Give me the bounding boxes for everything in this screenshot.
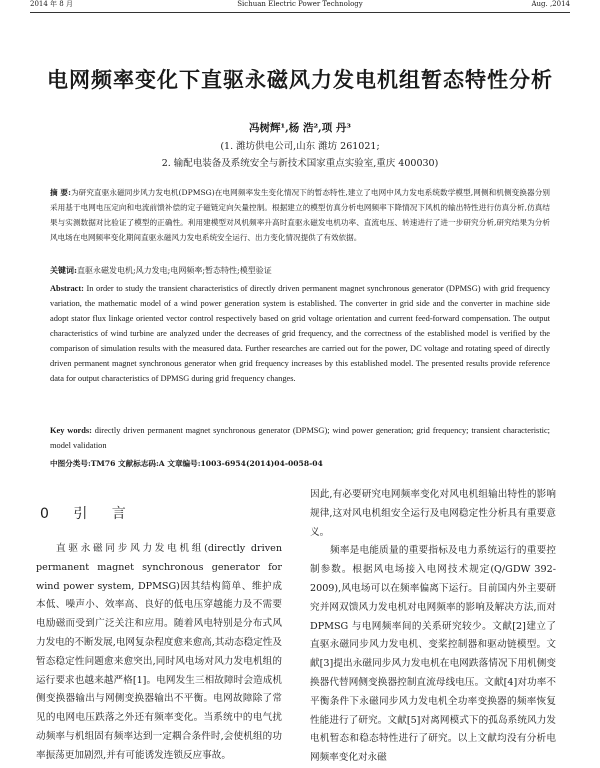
running-header <box>30 0 570 13</box>
abstract-en <box>50 281 550 386</box>
body-paragraph: 频率是电能质量的重要指标及电力系统运行的重要控制参数。根据风电场接入电网技术规定(Q/GDW 392-2009),风电场可以在频率偏离下运行。目前国内外主要研究并网双馈风力发电机对电网频率的影响及解决方法,而对 DPMSG 与电网频率间的关系研究较少。文献[2]建立了直驱永磁同步风力发电机、变桨控制器和驱动链模型。文献[3]提出永磁同步风力发电机在电网跌落情况下用机侧变换器代替网侧变换器控制直流母线电压。文献[4]对功率不平衡条件下永磁同步风力发电机全功率变换器的频率恢复性能进行了研究。文献[5]对离网模式下的孤岛系统风力发电机暂态和稳态特性进行了研究。以上文献均没有分析电网频率变化对永磁 <box>310 545 556 764</box>
header-journal: Sichuan Electric Power Technology <box>237 0 363 8</box>
body-paragraph: 因此,有必要研究电网频率变化对风电机组输出特性的影响规律,这对风电机组安全运行及电网稳定性分析具有重要意义。 <box>310 489 556 538</box>
paper-title: 电网频率变化下直驱永磁风力发电机组暂态特性分析 <box>47 68 553 92</box>
keywords-cn-text: 直驱永磁发电机;风力发电;电网频率;暂态特性;模型验证 <box>76 266 272 275</box>
keywords-en-text: directly driven permanent magnet synchronous generator (DPMSG); wind power generation; grid frequency; transient characteristic; model validation <box>50 426 551 450</box>
header-date: 2014 年 8 月 <box>30 0 73 8</box>
body-column-left: 直驱永磁同步风力发电机组(directly driven permanent magnet synchronous generator for wind power system, DPMSG)因其结构简单、维护成本低、噪声小、效率高、良好的低电压穿越能力及不需要电励磁而受到广泛关注和应用。随着风电特别是分布式风力发电的不断发展,电网复杂程度愈来愈高,其动态稳定性及暂态稳定性问题愈来愈突出,同时风电场对风力发电机组的运行要求也越来越严格[1]。电网发生三相故障时会造成机侧变换器输出与网侧变换器输出不平衡。电网故障除了常见的电网电压跌落之外还有频率变化。当系统中的电气扰动频率与机组固有频率达到一定耦合条件时,会使机组的功率振荡更加剧烈,并有可能诱发连锁反应事故。 <box>36 543 282 761</box>
body-column-right <box>310 486 556 768</box>
abstract-cn-label: 摘 要: <box>50 188 71 197</box>
abstract-en-text: In order to study the transient characteristics of directly driven permanent magnet synchronous generator (DPMSG) with grid frequency variation, the mathematic model of a wind power generation system is established. The converter in grid side and the converter in machine side adopt stator flux linkage oriented vector control respectively based on grid voltage orientation and current feed-forward compensation. The output characteristics of wind turbine are analyzed under the decreases of grid frequency, and the correctness of the established model is verified by the comparison of simulation results with the measured data. Further researches are carried out for the power, DC voltage and rotating speed of directly driven permanent magnet synchronous generator when grid frequency increases by this established model. The presented results provide reference data for output characteristics of DPMSG during grid frequency changes. <box>50 284 550 383</box>
keywords-en <box>50 423 550 453</box>
affiliation-1: (1. 潍坊供电公司,山东 潍坊 261021; <box>220 141 380 152</box>
author-list: 冯树辉¹,杨 浩²,项 丹³ <box>249 122 351 134</box>
classification-line: 中图分类号:TM76 文献标志码:A 文章编号:1003-6954(2014)04-0058-04 <box>50 459 323 468</box>
keywords-en-label: Key words: <box>50 426 92 435</box>
keywords-cn-label: 关键词: <box>50 265 77 275</box>
abstract-cn <box>50 185 550 245</box>
abstract-en-label: Abstract: <box>50 284 84 293</box>
keywords-cn <box>50 263 550 278</box>
header-issue: Aug. ,2014 <box>531 0 570 8</box>
section-heading: 0 引 言 <box>40 506 136 522</box>
abstract-cn-text: 为研究直驱永磁同步风力发电机(DPMSG)在电网频率发生变化情况下的暂态特性,建立了电网中风力发电系统数学模型,网侧和机侧变换器分别采用基于电网电压定向和电流前馈补偿的定子磁链定向矢量控制。根据建立的模型仿真分析电网频率下降情况下风机的输出特性进行仿真分析,仿真结果与实测数据对比验证了模型的正确性。利用建模型对风机频率升高时直驱永磁发电机功率、直流电压、转速进行了进一步研究分析,研究结果为分析风电场在电网频率变化期间直驱永磁风力发电系统安全运行、出力变化情况提供了有效依据。 <box>50 188 550 242</box>
affiliation-2: 2. 输配电装备及系统安全与新技术国家重点实验室,重庆 400030) <box>161 158 439 169</box>
